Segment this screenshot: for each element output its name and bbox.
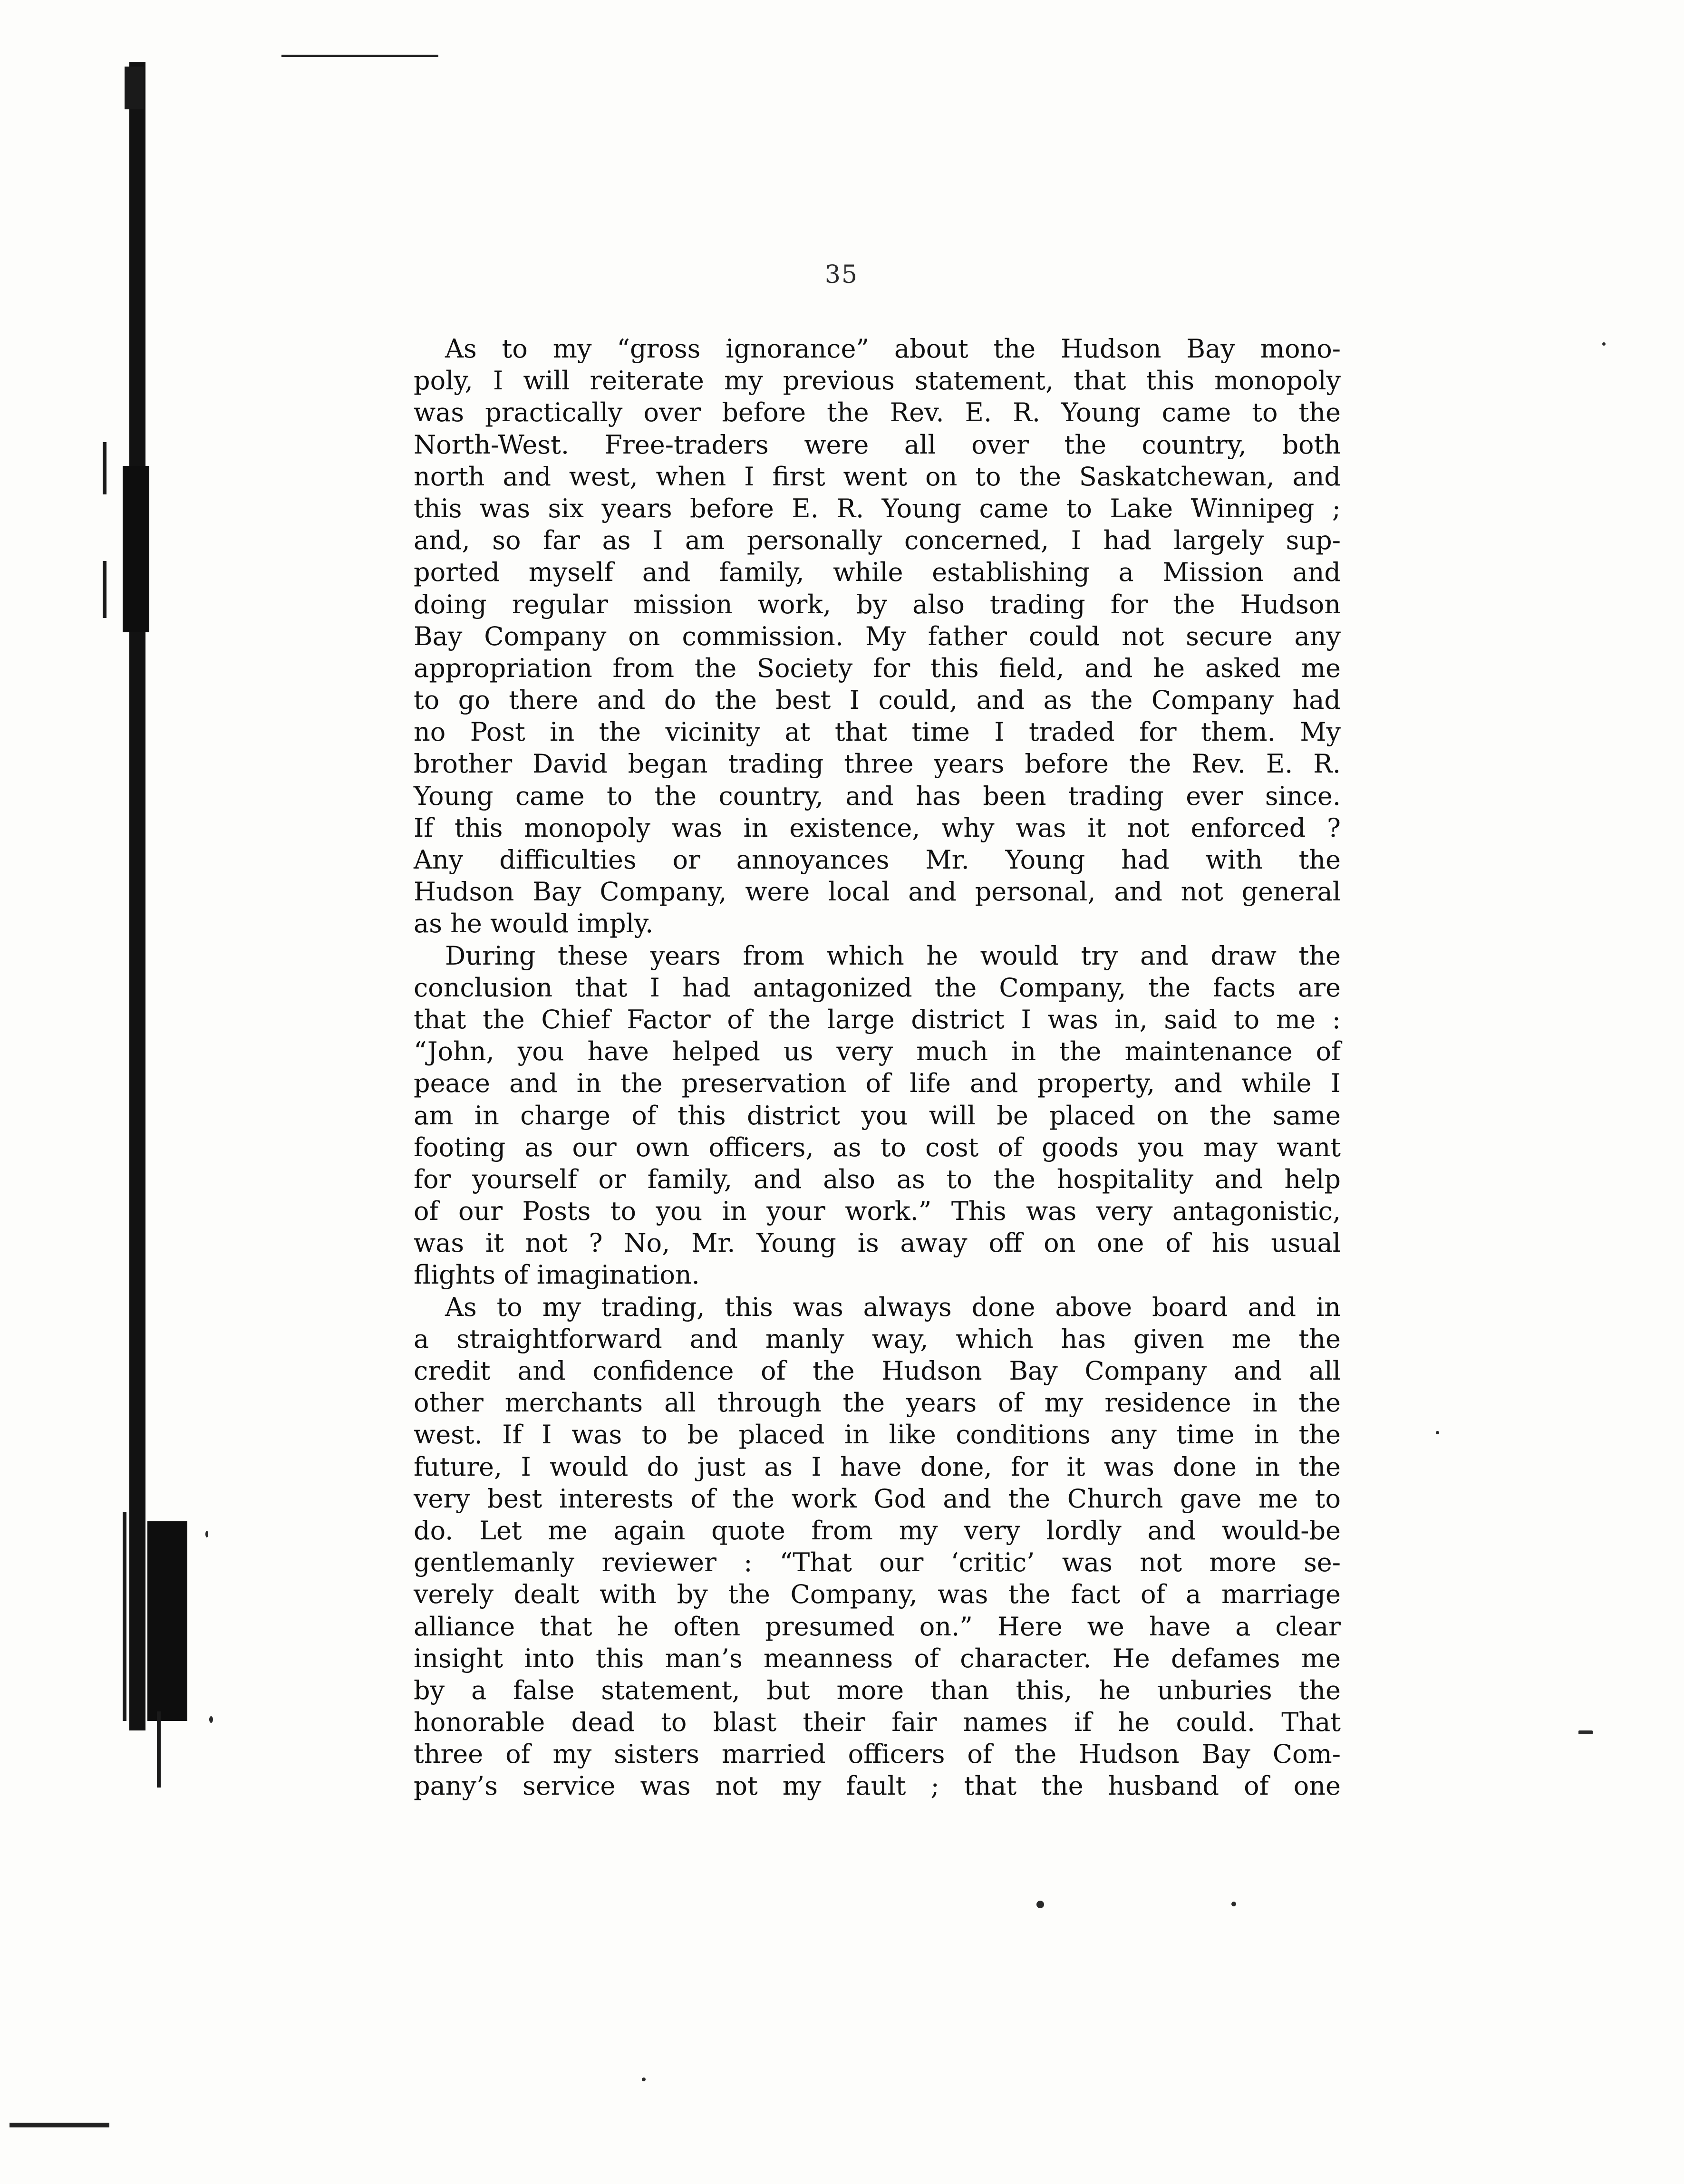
text-line: was it not ? No, Mr. Young is away off on one of his usual	[414, 1228, 1341, 1258]
text-line: flights of imagination.	[414, 1260, 700, 1290]
scan-speck	[205, 1531, 208, 1537]
scan-speck	[642, 2078, 646, 2081]
text-line: north and west, when I first went on to the Saskatchewan, and	[414, 461, 1341, 492]
text-line: footing as our own officers, as to cost of goods you may want	[414, 1132, 1341, 1162]
text-line: very best interests of the work God and the Church gave me to	[414, 1483, 1341, 1514]
text-line: no Post in the vicinity at that time I traded for them. My	[414, 717, 1341, 747]
text-line: If this monopoly was in existence, why was it not enforced ?	[414, 812, 1341, 843]
text-line: and, so far as I am personally concerned, I had largely sup-	[414, 525, 1341, 556]
scan-binding-notch	[103, 442, 106, 494]
scan-speck	[209, 1716, 213, 1723]
body-text	[414, 333, 1341, 1802]
text-line: by a false statement, but more than this, he unburies the	[414, 1675, 1341, 1705]
text-line: ported myself and family, while establishing a Mission and	[414, 557, 1341, 588]
text-line: honorable dead to blast their fair names if he could. That	[414, 1707, 1341, 1738]
text-line: “John, you have helped us very much in the maintenance of	[414, 1036, 1341, 1067]
text-line: insight into this man’s meanness of character. He defames me	[414, 1643, 1341, 1673]
scan-binding-notch	[123, 1512, 126, 1721]
text-line: gentlemanly reviewer : “That our ‘critic’ was not more se-	[414, 1547, 1341, 1578]
scan-speck	[1036, 1901, 1044, 1908]
text-line: conclusion that I had antagonized the Company, the facts are	[414, 972, 1341, 1003]
scan-binding-edge	[129, 62, 145, 1730]
text-line: am in charge of this district you will be placed on the same	[414, 1100, 1341, 1131]
text-line: pany’s service was not my fault ; that the husband of one	[414, 1771, 1341, 1801]
scan-binding-shadow-lower	[147, 1521, 187, 1721]
text-line: that the Chief Factor of the large district I was in, said to me :	[414, 1004, 1341, 1034]
text-line: peace and in the preservation of life and property, and while I	[414, 1068, 1341, 1099]
scan-artifact-top-rule	[281, 55, 438, 57]
paragraph-2	[414, 940, 1341, 1291]
text-line: During these years from which he would try and draw the	[445, 940, 1341, 971]
scan-binding-shadow-upper	[123, 466, 149, 632]
text-line: appropriation from the Society for this field, and he asked me	[414, 653, 1341, 683]
text-line: Bay Company on commission. My father could not secure any	[414, 621, 1341, 651]
text-line: a straightforward and manly way, which has given me the	[414, 1324, 1341, 1354]
paragraph-3	[414, 1291, 1341, 1802]
scan-speck	[1436, 1431, 1439, 1434]
text-line: doing regular mission work, by also trading for the Hudson	[414, 589, 1341, 619]
text-line: of our Posts to you in your work.” This was very antagonistic,	[414, 1196, 1341, 1227]
scan-binding-notch	[157, 1711, 161, 1788]
scan-binding-notch	[103, 561, 106, 618]
text-line: was practically over before the Rev. E. R. Young came to the	[414, 397, 1341, 428]
text-line: as he would imply.	[414, 908, 654, 939]
text-line: this was six years before E. R. Young came to Lake Winnipeg ;	[414, 493, 1341, 523]
paragraph-1	[414, 333, 1341, 940]
text-line: Young came to the country, and has been trading ever since.	[414, 781, 1341, 811]
text-line: verely dealt with by the Company, was the fact of a marriage	[414, 1579, 1341, 1610]
text-line: credit and confidence of the Hudson Bay Company and all	[414, 1356, 1341, 1386]
text-line: west. If I was to be placed in like conditions any time in the	[414, 1420, 1341, 1450]
text-line: future, I would do just as I have done, for it was done in the	[414, 1451, 1341, 1482]
scan-speck	[1231, 1902, 1236, 1906]
text-line: alliance that he often presumed on.” Here we have a clear	[414, 1611, 1341, 1642]
scan-speck	[1578, 1730, 1593, 1734]
text-line: As to my trading, this was always done above board and in	[445, 1292, 1341, 1322]
scan-binding-notch	[125, 67, 144, 109]
page-number: 35	[824, 261, 859, 289]
text-line: brother David began trading three years before the Rev. E. R.	[414, 749, 1341, 779]
text-line: do. Let me again quote from my very lordly and would-be	[414, 1515, 1341, 1546]
text-line: to go there and do the best I could, and as the Company had	[414, 685, 1341, 715]
text-line: North-West. Free-traders were all over the country, both	[414, 429, 1341, 460]
text-line: three of my sisters married officers of the Hudson Bay Com-	[414, 1739, 1341, 1769]
text-line: As to my “gross ignorance” about the Hudson Bay mono-	[445, 334, 1341, 364]
text-line: poly, I will reiterate my previous statement, that this monopoly	[414, 366, 1341, 396]
text-line: for yourself or family, and also as to the hospitality and help	[414, 1164, 1341, 1194]
text-line: Hudson Bay Company, were local and personal, and not general	[414, 877, 1341, 907]
text-line: Any difficulties or annoyances Mr. Young had with the	[414, 845, 1341, 875]
text-line: other merchants all through the years of my residence in the	[414, 1388, 1341, 1418]
scan-artifact-bottom-mark	[10, 2123, 109, 2127]
scan-speck	[1602, 342, 1606, 346]
